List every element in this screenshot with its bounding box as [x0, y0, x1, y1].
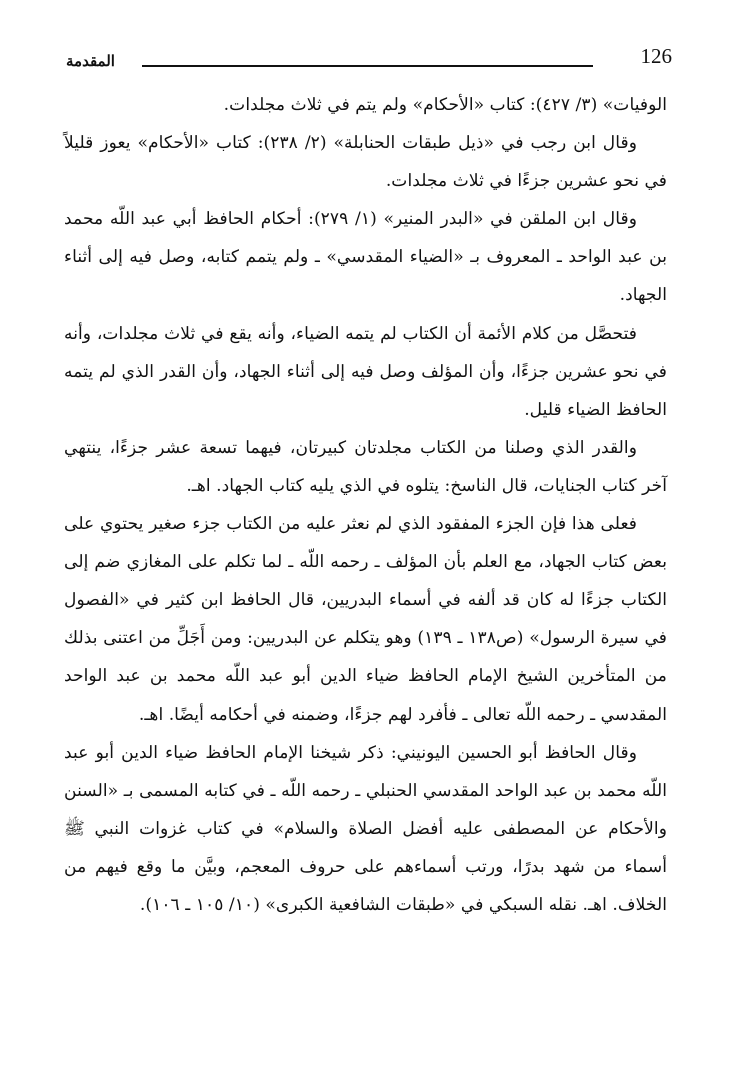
page-header [66, 40, 673, 74]
page-number: 126 [640, 44, 672, 68]
paragraph: وقال ابن الملقن في «البدر المنير» (١/ ٢٧٩): أحكام الحافظ أبي عبد اللّه محمد بن عبد الواحد ـ المعروف بـ «الضياء المقدسي» ـ ولم يتمم كتابه، وصل فيه إلى أثناء الجهاد. [64, 209, 667, 306]
paragraph: فعلى هذا فإن الجزء المفقود الذي لم نعثر عليه من الكتاب جزء صغير يحتوي على بعض كتاب الجهاد، مع العلم بأن المؤلف ـ رحمه اللّه ـ لما تكلم على المغازي ضم إلى الكتاب جزءًا له كان قد ألفه في أسماء البدريين، قال الحافظ ابن كثير في «الفصول في سيرة الرسول» (ص١٣٨ ـ ١٣٩) وهو يتكلم عن البدريين: ومن أَجَلِّ من اعتنى بذلك من المتأخرين الشيخ الإمام الحافظ ضياء الدين أبو عبد اللّه محمد بن عبد الواحد المقدسي ـ رحمه اللّه تعالى ـ فأفرد لهم جزءًا، وضمنه في أحكامه أيضًا. اهـ. [64, 514, 667, 725]
header-rule [142, 65, 593, 67]
paragraph: والقدر الذي وصلنا من الكتاب مجلدتان كبيرتان، فيهما تسعة عشر جزءًا، ينتهي آخر كتاب الجنايات، قال الناسخ: يتلوه في الذي يليه كتاب الجهاد. اهـ. [64, 437, 667, 496]
page-body [64, 86, 667, 924]
paragraph: وقال الحافظ أبو الحسين اليونيني: ذكر شيخنا الإمام الحافظ ضياء الدين أبو عبد اللّه محمد بن عبد الواحد المقدسي الحنبلي ـ رحمه اللّه ـ في كتابه المسمى بـ «السنن والأحكام عن المصطفى عليه أفضل الصلاة والسلام» في كتاب غزوات النبي ﷺ أسماء من شهد بدرًا، ورتب أسماءهم على حروف المعجم، وبيَّن ما وقع فيهم من الخلاف. اهـ. نقله السبكي في «طبقات الشافعية الكبرى» (١٠/ ١٠٥ ـ ١٠٦). [64, 742, 667, 915]
paragraph: الوفيات» (٣/ ٤٢٧): كتاب «الأحكام» ولم يتم في ثلاث مجلدات. [223, 95, 667, 115]
chapter-title: المقدمة [66, 52, 115, 70]
paragraph: وقال ابن رجب في «ذيل طبقات الحنابلة» (٢/ ٢٣٨): كتاب «الأحكام» يعوز قليلاً في نحو عشرين جزءًا في ثلاث مجلدات. [64, 133, 667, 192]
paragraph: فتحصَّل من كلام الأئمة أن الكتاب لم يتمه الضياء، وأنه يقع في ثلاث مجلدات، وأنه في نحو عشرين جزءًا، وأن المؤلف وصل فيه إلى أثناء الجهاد، وأن القدر الذي لم يتمه الحافظ الضياء قليل. [64, 323, 667, 420]
